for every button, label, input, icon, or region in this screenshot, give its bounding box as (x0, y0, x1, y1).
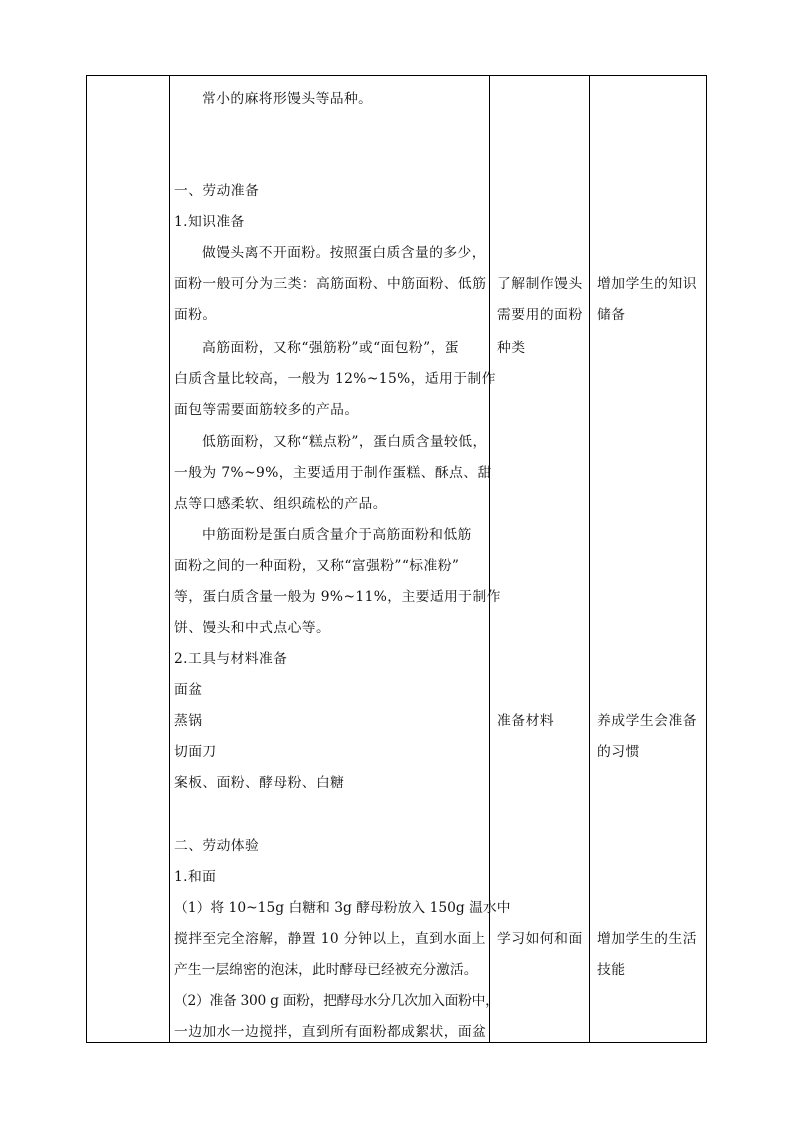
text-line: 一般为 7%~9%，主要适用于制作蛋糕、酥点、甜 (174, 465, 492, 481)
text-line: （1）将 10~15g 白糖和 3g 酵母粉放入 150g 温水中 (174, 900, 511, 916)
text-line: 面包等需要面筋较多的产品。 (174, 402, 359, 418)
text-line: 面粉。 (174, 307, 217, 323)
text-line: 低筋面粉，又称“糕点粉”，蛋白质含量较低， (202, 434, 487, 450)
subsection-heading: 2.工具与材料准备 (174, 651, 288, 667)
text-line: 中筋面粉是蛋白质含量介于高筋面粉和低筋 (202, 527, 472, 543)
section-heading: 一、劳动准备 (174, 183, 260, 199)
text-line: 增加学生的生活 (597, 931, 698, 947)
text-line: 了解制作馒头 (497, 276, 583, 292)
text-line: 的习惯 (597, 744, 640, 760)
text-line: 增加学生的知识 (597, 276, 698, 292)
text-line: 点等口感柔软、组织疏松的产品。 (174, 496, 387, 512)
text-line: 搅拌至完全溶解，静置 10 分钟以上，直到水面上 (174, 931, 486, 947)
text-line: 做馒头离不开面粉。按照蛋白质含量的多少， (202, 245, 486, 261)
text-line: 常小的麻将形馒头等品种。 (202, 91, 373, 107)
text-line: 储备 (597, 307, 626, 323)
text-line: 养成学生会准备 (597, 713, 698, 729)
text-line: 面粉一般可分为三类：高筋面粉、中筋面粉、低筋 (174, 276, 487, 292)
text-line: 学习如何和面 (497, 931, 583, 947)
column-divider (169, 76, 170, 1042)
subsection-heading: 1.和面 (174, 869, 217, 885)
subsection-heading: 1.知识准备 (174, 214, 245, 230)
text-line: 种类 (497, 340, 526, 356)
text-line: （2）准备 300 g 面粉，把酵母水分几次加入面粉中， (174, 993, 499, 1009)
text-line: 准备材料 (497, 713, 555, 729)
lesson-table (86, 75, 707, 1043)
text-line: 饼、馒头和中式点心等。 (174, 620, 331, 636)
list-item: 切面刀 (174, 744, 217, 760)
list-item: 案板、面粉、酵母粉、白糖 (174, 775, 345, 791)
text-line: 白质含量比较高，一般为 12%~15%，适用于制作 (174, 371, 496, 387)
text-line: 等，蛋白质含量一般为 9%~11%，主要适用于制作 (174, 589, 501, 605)
column-divider (589, 76, 590, 1042)
text-line: 面粉之间的一种面粉，又称“富强粉”“标准粉” (174, 558, 460, 574)
list-item: 面盆 (174, 682, 203, 698)
text-line: 需要用的面粉 (497, 307, 583, 323)
list-item: 蒸锅 (174, 713, 203, 729)
section-heading: 二、劳动体验 (174, 838, 260, 854)
text-line: 高筋面粉，又称“强筋粉”或“面包粉”，蛋 (202, 340, 459, 356)
text-line: 一边加水一边搅拌，直到所有面粉都成絮状，面盆 (174, 1024, 487, 1040)
text-line: 产生一层绵密的泡沫，此时酵母已经被充分激活。 (174, 962, 478, 978)
text-line: 技能 (597, 962, 626, 978)
